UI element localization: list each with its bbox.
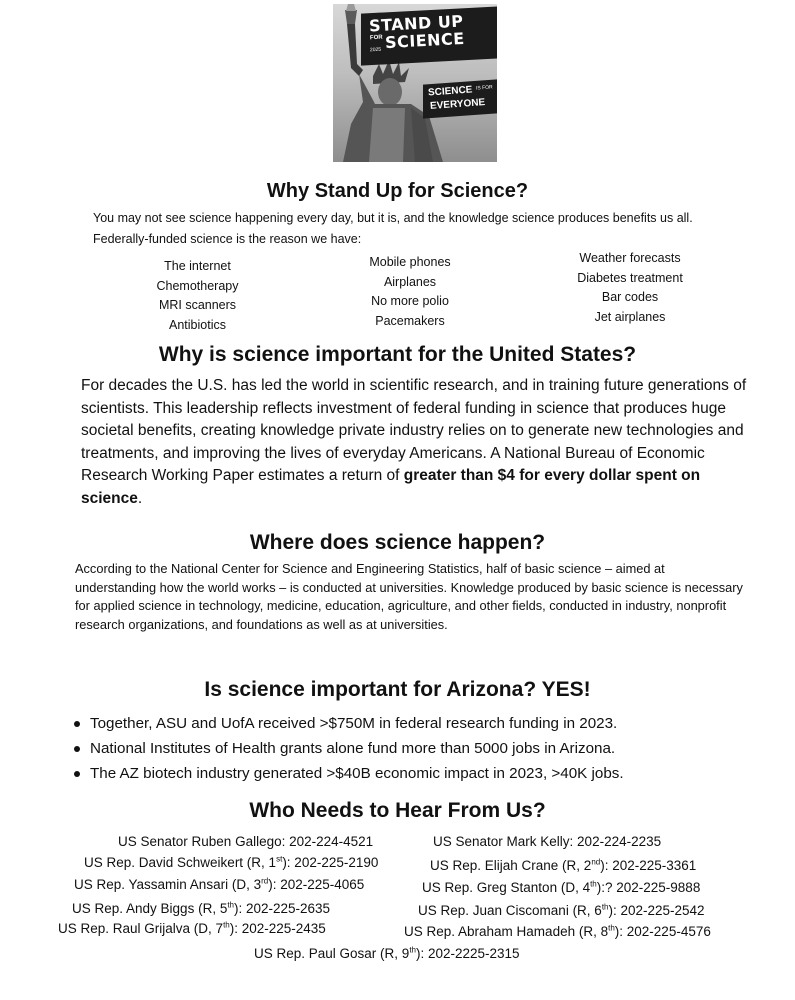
list-item: National Institutes of Health grants alone fund more than 5000 jobs in Arizona. xyxy=(72,736,624,761)
list-item: Airplanes xyxy=(383,274,437,289)
why-heading: Why Stand Up for Science? xyxy=(266,180,529,202)
contact-biggs: US Rep. Andy Biggs (R, 5th): 202-225-2635 xyxy=(72,900,331,916)
contact-stanton: US Rep. Greg Stanton (D, 4th):? 202-225-9888 xyxy=(422,879,701,895)
us-paragraph xyxy=(81,375,751,510)
us-heading: Why is science important for the United States? xyxy=(158,343,637,366)
contact-grijalva: US Rep. Raul Grijalva (D, 7th): 202-225-2435 xyxy=(58,920,326,936)
contact-ansari: US Rep. Yassamin Ansari (D, 3rd): 202-225-4065 xyxy=(74,876,365,892)
poster-title-for: FOR xyxy=(369,34,383,42)
poster-title-line2: SCIENCE xyxy=(384,28,466,53)
stand-up-for-science-poster xyxy=(333,4,497,162)
poster-tag-line1: SCIENCE xyxy=(427,84,473,99)
benefits-column-3 xyxy=(555,249,705,327)
contact-schweikert: US Rep. David Schweikert (R, 1st): 202-225-2190 xyxy=(84,854,379,870)
us-paragraph-emphasis: greater than $4 for every dollar spent on science xyxy=(81,467,701,507)
list-item: Antibiotics xyxy=(169,317,226,332)
benefits-column-1 xyxy=(130,257,265,335)
contact-gallego: US Senator Ruben Gallego: 202-224-4521 xyxy=(118,834,374,849)
list-item: MRI scanners xyxy=(158,298,237,312)
arizona-heading: Is science important for Arizona? YES! xyxy=(204,678,591,701)
list-item: Mobile phones xyxy=(369,255,451,269)
contact-gosar: US Rep. Paul Gosar (R, 9th): 202-2225-2315 xyxy=(254,945,520,961)
list-item: Jet airplanes xyxy=(594,309,666,324)
list-item: The AZ biotech industry generated >$40B economic impact in 2023, >40K jobs. xyxy=(72,761,624,786)
contact-crane: US Rep. Elijah Crane (R, 2nd): 202-225-3361 xyxy=(430,857,697,873)
us-paragraph-text: For decades the U.S. has led the world in scientific research, and in training future generations of scientists. This leadership reflects investment of federal funding in science that produces huge societal benefits, creating knowledge private industry relies on to generate new technologies and treatments, and improving the lives of everyday Americans. A National Bureau of Economic Research Working Paper estimates a return of xyxy=(81,377,747,484)
contact-kelly: US Senator Mark Kelly: 202-224-2235 xyxy=(433,834,662,849)
us-paragraph-end: . xyxy=(137,489,143,507)
why-intro: You may not see science happening every day, but it is, and the knowledge science produces benefits us all. Federally-funded science is the reason we have: xyxy=(93,211,693,246)
contact-hamadeh: US Rep. Abraham Hamadeh (R, 8th): 202-225-4576 xyxy=(404,923,711,939)
contact-ciscomani: US Rep. Juan Ciscomani (R, 6th): 202-225-2542 xyxy=(418,902,705,918)
poster-tag-isfor: IS FOR xyxy=(475,84,493,92)
poster-tag-line2: EVERYONE xyxy=(429,97,486,112)
poster-title-line1: STAND UP xyxy=(368,11,464,36)
list-item: Pacemakers xyxy=(375,313,445,328)
list-item: Chemotherapy xyxy=(156,278,239,293)
list-item: The internet xyxy=(164,259,231,273)
who-heading: Who Needs to Hear From Us? xyxy=(249,799,546,822)
arizona-bullet-list xyxy=(72,711,624,786)
list-item: Together, ASU and UofA received >$750M in federal research funding in 2023. xyxy=(72,711,624,736)
list-item: Diabetes treatment xyxy=(577,270,683,285)
where-paragraph: According to the National Center for Science and Engineering Statistics, half of basic science – aimed at understanding how the world works – is conducted at universities. Knowledge produced by basic science is necessary for applied science in technology, medicine, education, agriculture, and other fields, conducted in industry, nonprofit research organizations, and foundations as well as at universities. xyxy=(75,561,743,633)
benefits-column-2 xyxy=(340,253,480,331)
list-item: No more polio xyxy=(371,294,449,308)
poster-year: 2025 xyxy=(369,46,382,54)
where-heading: Where does science happen? xyxy=(249,531,546,554)
list-item: Bar codes xyxy=(601,290,659,304)
list-item: Weather forecasts xyxy=(579,251,681,265)
